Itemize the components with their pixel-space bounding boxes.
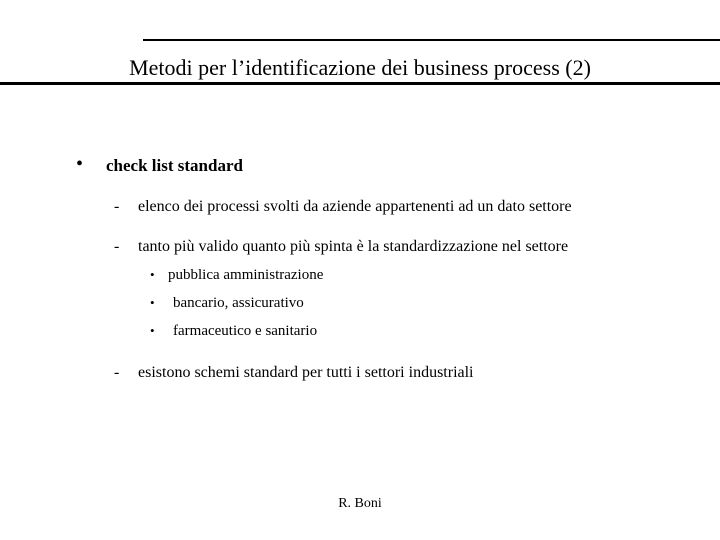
title-bottom-rule [0, 82, 720, 85]
subbullet-text: esistono schemi standard per tutti i settori industriali [138, 364, 474, 381]
dash-icon: - [114, 198, 120, 215]
bullet-text: check list standard [106, 156, 243, 175]
title-top-rule [143, 39, 720, 41]
dash-icon: - [114, 238, 120, 255]
subsubbullet-text: pubblica amministrazione [168, 267, 324, 283]
subbullet-text: tanto più valido quanto più spinta è la standardizzazione nel settore [138, 238, 569, 255]
bullet-dot-icon: • [76, 153, 84, 175]
dash-icon: - [114, 364, 120, 381]
bullet-dot-icon: • [150, 267, 155, 282]
subsubbullet-text: bancario, assicurativo [173, 295, 304, 311]
slide-title: Metodi per l’identificazione dei business process (2) [129, 55, 591, 80]
bullet-dot-icon: • [150, 323, 155, 338]
bullet-dot-icon: • [150, 295, 155, 310]
slide-footer-author: R. Boni [338, 496, 382, 511]
subsubbullet-text: farmaceutico e sanitario [173, 323, 318, 339]
subbullet-text: elenco dei processi svolti da aziende appartenenti ad un dato settore [138, 198, 572, 215]
